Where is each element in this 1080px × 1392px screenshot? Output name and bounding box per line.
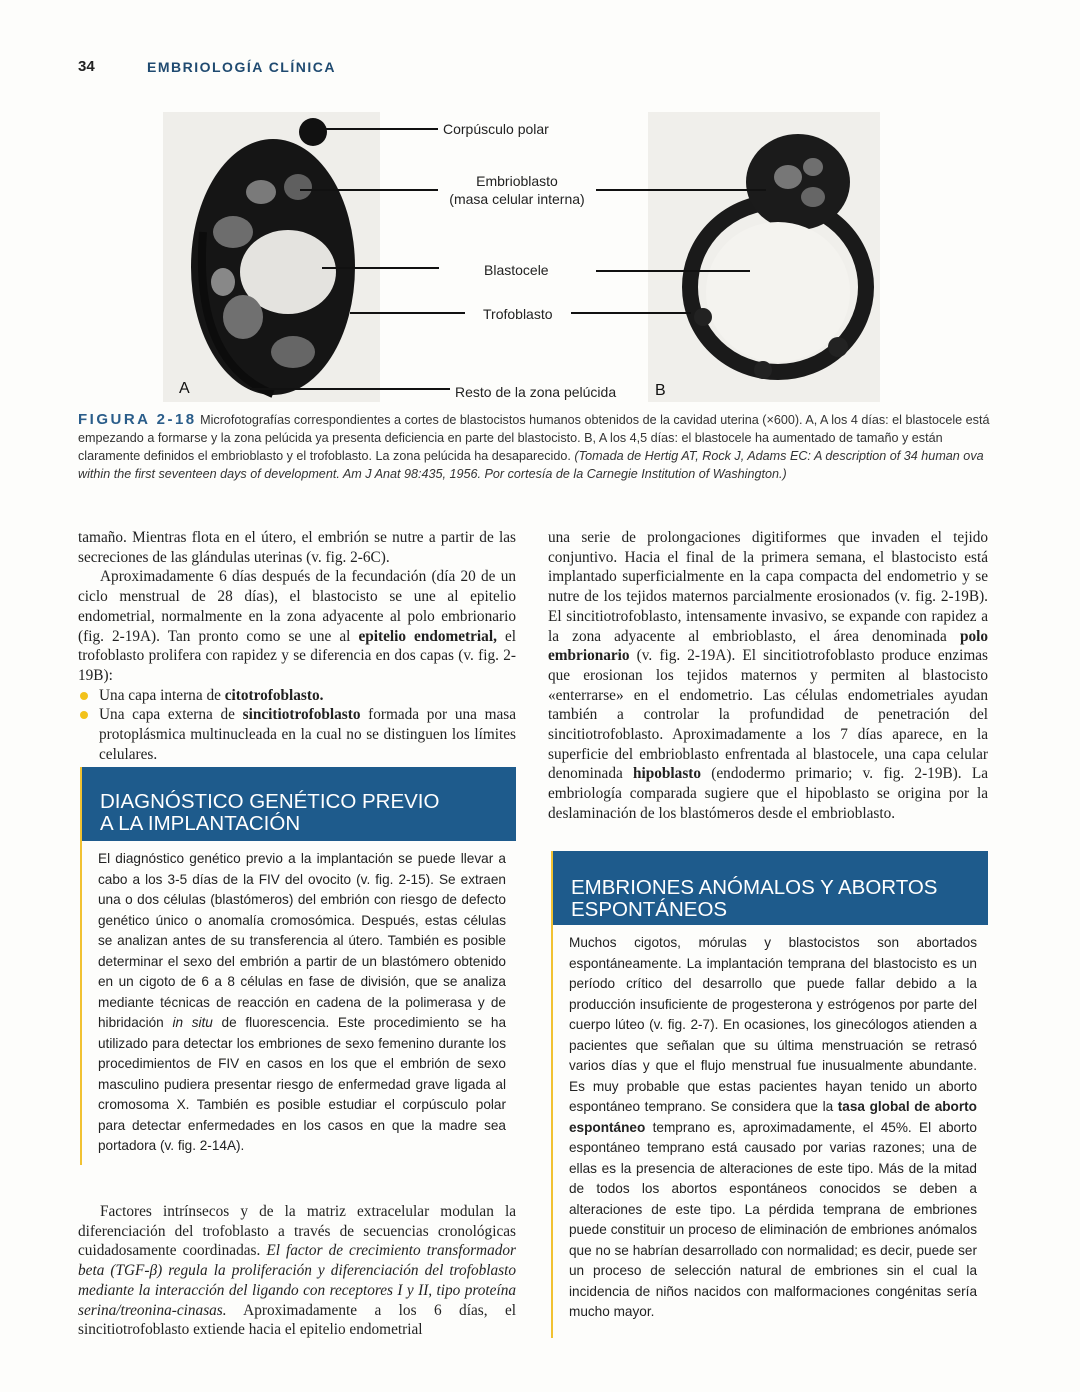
figure-caption-label: FIGURA 2-18 (78, 411, 197, 428)
panel-label-b: B (655, 382, 666, 399)
box-heading-line2: A LA IMPLANTACIÓN (100, 812, 301, 835)
page-number: 34 (78, 58, 95, 75)
term-hypoblast: hipoblasto (633, 765, 702, 783)
paragraph: tamaño. Mientras flota en el útero, el embrión se nutre a partir de las secreciones de las glándulas uterinas (v. fig. 2-6C). (78, 529, 516, 566)
term-syncytiotrophoblast: sincitiotrofoblasto (242, 706, 361, 724)
label-blastocele: Blastocele (484, 262, 549, 278)
figure-caption-source: (Tomada de Hertig AT, Rock J, Adams EC: A description of 34 human ova within the first seventeen days of development. Am J Anat 98:435, 1956. Por cortesía de la Carnegie Institution of Washington.) (78, 449, 984, 481)
box-text-abortions: Muchos cigotos, mórulas y blastocistos son abortados espontáneamente. La implantación temprana del blastocisto es un período crítico del desarrollo que puede fallar debido a la producción insuficiente de progesterona y estrógenos por parte del cuerpo lúteo (v. fig. 2-7). En ocasiones, los ginecólogos atienden a pacientes que señalan que su última menstruación se retrasó varios días y que el flujo menstrual fue inusualmente abundante. Es muy probable que estas pacientes hayan tenido un aborto espontáneo temprano. Se considera que la tasa global de aborto espontáneo temprano es, aproximadamente, el 45%. El aborto espontáneo temprano está causado por varias razones; una de ellas es la presencia de alteraciones de este tipo. Más de la mitad de todos los abortos espontáneos conocidos se deben a alteraciones de este tipo. La pérdida temprana de embriones puede constituir un proceso de eliminación de embriones anómalos que no se habrían desarrollado con normalidad; es decir, puede ser un proceso de selección natural de embriones sin el cual la incidencia de niños nacidos con malformaciones congénitas sería mucho mayor. (569, 935, 977, 1319)
label-embryoblast-line2: (masa celular interna) (449, 191, 585, 207)
leader-line-blastocele-a (322, 267, 439, 269)
right-column-text (548, 528, 988, 824)
leader-line-blastocele-b (596, 270, 750, 272)
leader-line-trophoblast-b (571, 312, 691, 314)
label-trophoblast: Trofoblasto (483, 306, 553, 322)
figure-caption (78, 411, 990, 483)
box-heading-abortions (553, 851, 988, 925)
box-heading-line2: ESPONTÁNEOS (571, 898, 728, 921)
box-heading-line1: EMBRIONES ANÓMALOS Y ABORTOS (571, 876, 938, 899)
micrograph-a (163, 112, 380, 402)
bullet-item: Una capa externa de sincitiotrofoblasto formada por una masa protoplásmica multinucleada en la cual no se distinguen los límites celulares. (78, 705, 516, 764)
leader-line-zona-remnant (250, 388, 450, 390)
panel-label-a: A (179, 380, 190, 397)
label-embryoblast-line1: Embrioblasto (476, 173, 558, 189)
left-column-top (78, 528, 516, 764)
term-global-abortion-rate: tasa global de aborto espontáneo (569, 1099, 977, 1135)
label-embryoblast (440, 172, 594, 208)
term-endometrial-epithelium: epitelio endometrial, (358, 627, 497, 645)
box-heading-pgd (82, 767, 516, 841)
bullet-icon (80, 711, 88, 719)
figure-caption-text: Microfotografías correspondientes a cortes de blastocistos humanos obtenidos de la cavidad uterina (×600). A, A los 4 días: el blastocele está empezando a formarse y la zona pelúcida ya presenta deficiencia en parte del blastocisto. B, A los 4,5 días: el blastocele ha aumentado de tamaño y están claramente definidos el embrioblasto y el trofoblasto. La zona pelúcida ha desaparecido. (78, 413, 990, 463)
box-heading-line1: DIAGNÓSTICO GENÉTICO PREVIO (100, 790, 440, 813)
paragraph: Factores intrínsecos y de la matriz extracelular modulan la diferenciación del trofoblasto a través de secuencias cronológicas cuidadosamente coordinadas. El factor de crecimiento transformador beta (TGF-β) regula la proliferación y diferenciación del trofoblasto mediante la interacción del ligando con receptores I y II, tipo proteína serina/treonina-cinasas. Aproximadamente a los 6 días, el sincitiotrofoblasto extiende hacia el epitelio endometrial (78, 1203, 516, 1339)
running-header-title: EMBRIOLOGÍA CLÍNICA (147, 59, 336, 75)
paragraph: Aproximadamente 6 días después de la fecundación (día 20 de un ciclo menstrual de 28 días), el blastocisto se une al epitelio endometrial, normalmente en la zona adyacente al polo embrionario (fig. 2-19A). Tan pronto como se une al epitelio endometrial, el trofoblasto prolifera con rapidez y se diferencia en dos capas (v. fig. 2-19B): (78, 568, 516, 684)
leader-line-polar-body (318, 128, 438, 130)
box-text-pgd: El diagnóstico genético previo a la implantación se puede llevar a cabo a los 3-5 días de la FIV del ovocito (v. fig. 2-15). Se extraen una o dos células (blastómeros) del embrión con riesgo de defecto genético único o anomalía cromosómica. Después, estas células se analizan antes de su transferencia al útero. También es posible determinar el sexo del embrión a partir de un blastómero obtenido en un cigoto de 6 a 8 células en fase de división, que se analiza mediante técnicas de reacción en cadena de la polimerasa y de hibridación in situ de fluorescencia. Este procedimiento se ha utilizado para detectar los embriones de sexo femenino durante los procedimientos de FIV en casos en los que el embrión de sexo masculino pudiera presentar riesgo de enfermedad grave ligada al cromosoma X. También es posible estudiar el corpúsculo polar para detectar enfermedades en los casos en que la madre sea portadora (v. fig. 2-14A). (98, 851, 507, 1153)
term-cytotrophoblast: citotrofoblasto. (224, 686, 324, 704)
left-column-bottom (78, 1202, 516, 1340)
bullet-item: Una capa interna de citotrofoblasto. (78, 686, 516, 706)
leader-line-embryoblast-b (596, 189, 766, 191)
bullet-icon (80, 692, 88, 700)
label-polar-body: Corpúsculo polar (443, 121, 549, 137)
paragraph: una serie de prolongaciones digitiformes que invaden el tejido conjuntivo. Hacia el final de la primera semana, el blastocisto está implantado superficialmente en la capa compacta del endometrio y se nutre de los tejidos maternos parcialmente erosionados (v. fig. 2-19B). El sincitiotrofoblasto, intensamente invasivo, se expande con rapidez a la zona adyacente al embrioblasto, el área denominada polo embrionario (v. fig. 2-19A). El sincitiotrofoblasto produce enzimas que erosionan los tejidos maternos y permiten al blastocisto «enterrarse» en el endometrio. Las células endometriales ayudan también a controlar la profundidad de penetración del sincitiotrofoblasto. Aproximadamente a los 7 días aparece, en la superficie del embrioblasto enfrentada al blastocele, una capa celular denominada hipoblasto (endodermo primario; v. fig. 2-19B). La embriología comparada sugiere que el hipoblasto se origina por la deslaminación de los blastómeros desde el embrioblasto. (548, 529, 988, 822)
label-zona-remnant: Resto de la zona pelúcida (455, 384, 617, 400)
leader-line-trophoblast-a (350, 312, 465, 314)
leader-line-embryoblast-a (300, 189, 438, 191)
term-embryonic-pole: polo embrionario (548, 627, 988, 665)
micrograph-b (648, 112, 880, 402)
